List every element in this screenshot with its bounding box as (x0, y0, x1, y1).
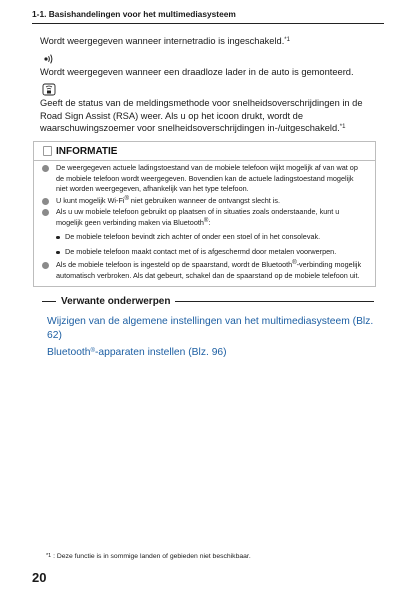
registered-mark: ® (203, 217, 209, 224)
footnote-ref: *1 (339, 124, 346, 131)
info-sub-bullet-text: De mobiele telefoon bevindt zich achter of onder een stoel of in het consolevak. (65, 232, 321, 241)
info-sub-bullet (65, 232, 365, 243)
bullet-icon (42, 198, 49, 205)
registered-mark: ® (292, 260, 297, 266)
link-text: -apparaten instellen (Blz. 96) (94, 347, 227, 358)
bullet-icon (42, 165, 49, 172)
section-header: 1-1. Basishandelingen voor het multimediasysteem (32, 9, 384, 24)
related-topics-title: Verwante onderwerpen (61, 296, 171, 307)
related-link-bluetooth-settings[interactable] (47, 346, 377, 360)
registered-mark: ® (90, 348, 95, 354)
footnote-text: : Deze functie is in sommige landen of gebieden niet beschikbaar. (53, 553, 251, 560)
info-sub-bullet (65, 247, 365, 258)
information-title: INFORMATIE (56, 145, 118, 157)
sub-bullet-icon (56, 251, 60, 255)
page-number: 20 (32, 570, 47, 585)
registered-mark: ® (124, 196, 129, 202)
wireless-charger-description: Wordt weergegeven wanneer een draadloze lader in de auto is gemonteerd. (40, 67, 354, 77)
information-header (34, 142, 375, 161)
bullet-icon (42, 262, 49, 269)
rsa-description (40, 97, 386, 135)
info-bullet-text: niet gebruiken wanneer de ontvangst slecht is. (128, 196, 281, 205)
info-bullet (56, 207, 366, 228)
information-box (33, 141, 376, 287)
info-bullet (56, 163, 366, 195)
internet-radio-description (40, 35, 386, 48)
related-link-general-settings[interactable]: Wijzigen van de algemene instellingen van het multimediasysteem (Blz. 62) (47, 316, 374, 341)
footnote-mark: *1 (46, 553, 52, 559)
info-sub-bullet-text: De mobiele telefoon maakt contact met of is afgeschermd door metalen voorwerpen. (65, 247, 337, 256)
note-icon (43, 146, 52, 156)
link-text: Bluetooth (47, 347, 91, 358)
rsa-text: Geeft de status van de meldingsmethode voor snelheidsoverschrijdingen in de Road Sign Assist (RSA) weer. Als u op het icoon drukt, wordt de waarschuwingszoemer voor snelheidsoverschrijdingen in-/uitgeschakeld. (40, 98, 363, 134)
info-bullet-text: U kunt mogelijk Wi-Fi (56, 196, 125, 205)
bullet-icon (42, 209, 49, 216)
heading-rule (42, 301, 56, 302)
heading-rule (175, 301, 374, 302)
related-topics-heading (42, 296, 374, 307)
info-bullet-text: Als u uw mobiele telefoon gebruikt op plaatsen of in situaties zoals onderstaande, kunt u mogelijk geen verbinding maken via Bluetooth (56, 207, 340, 227)
info-bullet-text: -verbinding mogelijk automatisch verbroken. Als dat gebeurt, schakel dan de spaarstand op de mobiele telefoon uit. (56, 260, 362, 280)
footnote-ref: *1 (284, 37, 290, 43)
internet-radio-text: Wordt weergegeven wanneer internetradio is ingeschakeld. (40, 36, 285, 46)
info-bullet-text: De weergegeven actuele ladingstoestand van de mobiele telefoon wijkt mogelijk af van wat op de mobiele telefoon wordt weergegeven. Bovendien kan de actuele ladingstoestand mogelijk niet worden weergegeven, afhankelijk van het type telefoon. (56, 163, 358, 194)
info-bullet (56, 196, 366, 207)
sub-bullet-icon (56, 236, 60, 240)
info-bullet (56, 260, 366, 281)
info-bullet-text: : (208, 217, 211, 227)
footnote (46, 553, 251, 560)
info-bullet-text: Als de mobiele telefoon is ingesteld op de spaarstand, wordt de Bluetooth (56, 260, 293, 269)
